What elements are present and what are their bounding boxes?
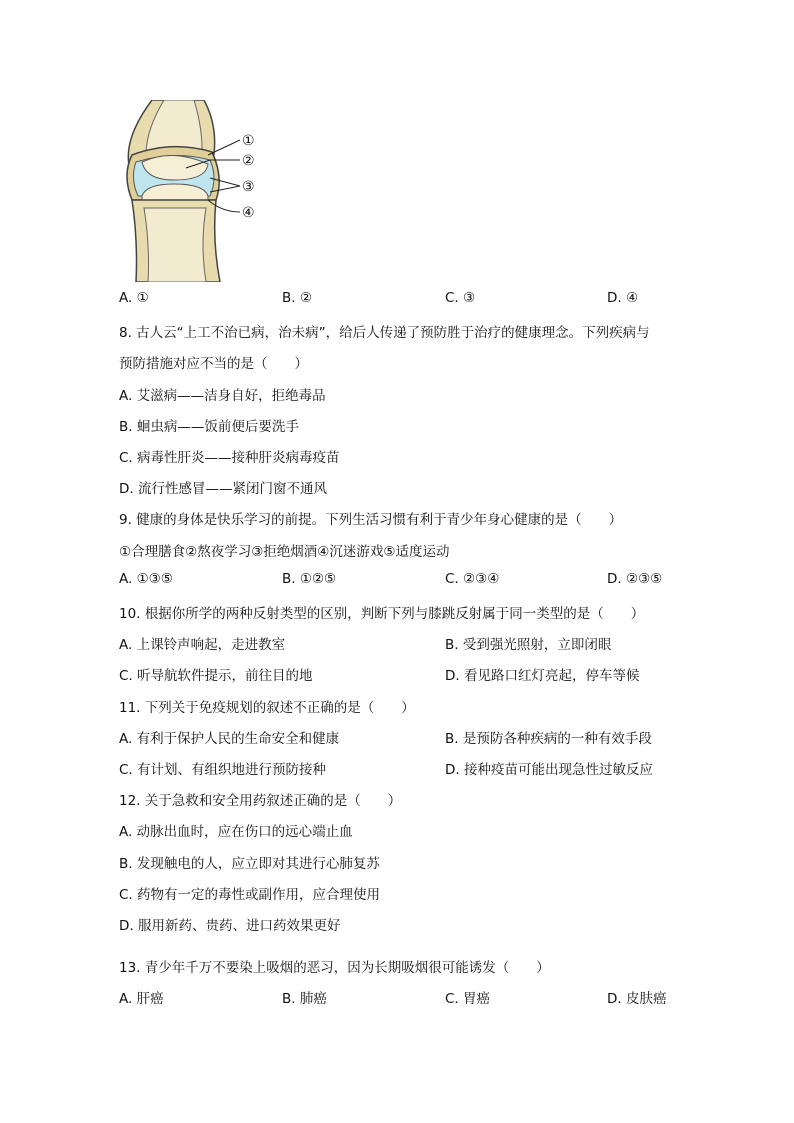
q13-option-c[interactable]: C. 胃癌 [445, 991, 491, 1007]
q13-option-b[interactable]: B. 肺癌 [282, 991, 327, 1007]
q11-option-a[interactable]: A. 有利于保护人民的生命安全和健康 [119, 731, 340, 747]
q12-stem: 12. 关于急救和安全用药叙述正确的是（ ） [119, 793, 402, 809]
q12-option-b[interactable]: B. 发现触电的人，应立即对其进行心肺复苏 [119, 856, 380, 872]
q7-option-c[interactable]: C. ③ [445, 290, 476, 306]
q9-stem: 9. 健康的身体是快乐学习的前提。下列生活习惯有利于青少年身心健康的是（ ） [119, 512, 623, 528]
q11-option-b[interactable]: B. 是预防各种疾病的一种有效手段 [445, 731, 652, 747]
lower-bone-inner [144, 208, 206, 282]
q8-option-c[interactable]: C. 病毒性肝炎——接种肝炎病毒疫苗 [119, 450, 340, 466]
q13-option-a[interactable]: A. 肝癌 [119, 991, 164, 1007]
q9-option-b[interactable]: B. ①②⑤ [282, 571, 337, 587]
q9-option-c[interactable]: C. ②③④ [445, 571, 500, 587]
q9-items: ①合理膳食②熬夜学习③拒绝烟酒④沉迷游戏⑤适度运动 [119, 544, 450, 560]
q8-option-a[interactable]: A. 艾滋病——洁身自好，拒绝毒品 [119, 388, 326, 404]
q11-option-c[interactable]: C. 有计划、有组织地进行预防接种 [119, 762, 327, 778]
callout-1: ① [242, 133, 255, 149]
q10-option-c[interactable]: C. 听导航软件提示，前往目的地 [119, 668, 313, 684]
q10-stem: 10. 根据你所学的两种反射类型的区别，判断下列与膝跳反射属于同一类型的是（ ） [119, 606, 645, 622]
q11-option-d[interactable]: D. 接种疫苗可能出现急性过敏反应 [445, 762, 653, 778]
q9-option-d[interactable]: D. ②③⑤ [607, 571, 663, 587]
q10-option-a[interactable]: A. 上课铃声响起，走进教室 [119, 637, 286, 653]
q7-option-b[interactable]: B. ② [282, 290, 312, 306]
q8-stem-line1: 8. 古人云“上工不治已病，治未病”，给后人传递了预防胜于治疗的健康理念。下列疾病与 [119, 325, 650, 341]
q13-option-d[interactable]: D. 皮肤癌 [607, 991, 667, 1007]
q12-option-d[interactable]: D. 服用新药、贵药、进口药效果更好 [119, 918, 341, 934]
q7-option-a[interactable]: A. ① [119, 290, 149, 306]
knee-joint-figure [112, 100, 282, 282]
q9-option-a[interactable]: A. ①③⑤ [119, 571, 173, 587]
q11-stem: 11. 下列关于免疫规划的叙述不正确的是（ ） [119, 700, 415, 716]
q8-option-d[interactable]: D. 流行性感冒——紧闭门窗不通风 [119, 481, 327, 497]
callout-2: ② [242, 153, 255, 169]
callout-4: ④ [242, 205, 255, 221]
q7-option-d[interactable]: D. ④ [607, 290, 639, 306]
callout-3: ③ [242, 179, 255, 195]
q10-option-b[interactable]: B. 受到强光照射，立即闭眼 [445, 637, 612, 653]
q12-option-c[interactable]: C. 药物有一定的毒性或副作用，应合理使用 [119, 887, 381, 903]
q10-option-d[interactable]: D. 看见路口红灯亮起，停车等候 [445, 668, 640, 684]
q8-stem-line2: 预防措施对应不当的是（ ） [119, 356, 308, 372]
joint-diagram-svg [112, 100, 282, 282]
q13-stem: 13. 青少年千万不要染上吸烟的恶习，因为长期吸烟很可能诱发（ ） [119, 960, 550, 976]
q8-option-b[interactable]: B. 蛔虫病——饭前便后要洗手 [119, 419, 299, 435]
q12-option-a[interactable]: A. 动脉出血时，应在伤口的远心端止血 [119, 824, 353, 840]
